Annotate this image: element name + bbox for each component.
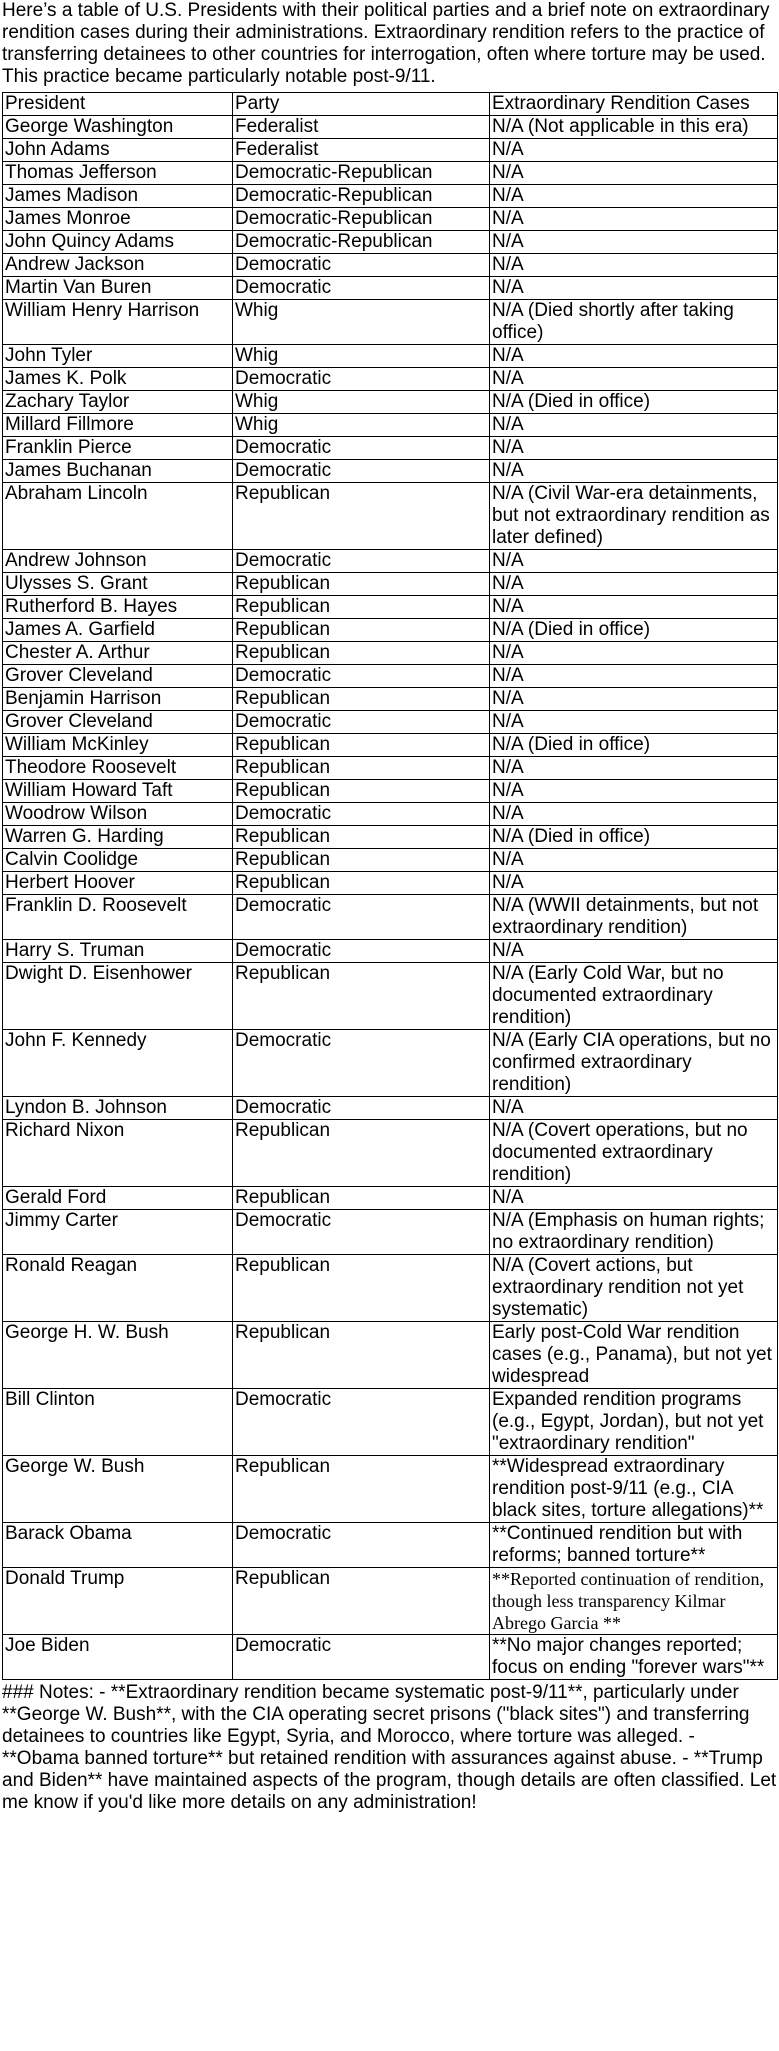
cell-president: Andrew Jackson: [3, 254, 233, 277]
cell-president: Joe Biden: [3, 1635, 233, 1680]
cell-president: Calvin Coolidge: [3, 849, 233, 872]
table-row: [3, 940, 778, 963]
cell-rendition-cases: N/A: [490, 688, 778, 711]
table-row: [3, 116, 778, 139]
cell-rendition-cases: **Reported continuation of rendition, though less transparency Kilmar Abrego Garcia **: [490, 1568, 778, 1635]
table-row: [3, 550, 778, 573]
table-row: [3, 300, 778, 345]
cell-party: Democratic: [233, 437, 490, 460]
cell-party: Democratic-Republican: [233, 185, 490, 208]
cell-rendition-cases: N/A (Died in office): [490, 391, 778, 414]
table-row: [3, 849, 778, 872]
cell-party: Republican: [233, 849, 490, 872]
cell-president: James K. Polk: [3, 368, 233, 391]
cell-president: Richard Nixon: [3, 1120, 233, 1187]
cell-rendition-cases: N/A: [490, 162, 778, 185]
cell-president: Woodrow Wilson: [3, 803, 233, 826]
cell-rendition-cases: N/A: [490, 550, 778, 573]
table-row: [3, 208, 778, 231]
cell-rendition-cases: N/A: [490, 231, 778, 254]
cell-rendition-cases: N/A: [490, 277, 778, 300]
cell-president: Ronald Reagan: [3, 1255, 233, 1322]
table-row: [3, 345, 778, 368]
table-row: [3, 780, 778, 803]
table-row: [3, 483, 778, 550]
cell-party: Whig: [233, 345, 490, 368]
table-row: [3, 1523, 778, 1568]
cell-party: Whig: [233, 300, 490, 345]
cell-president: Barack Obama: [3, 1523, 233, 1568]
cell-party: Republican: [233, 963, 490, 1030]
cell-party: Republican: [233, 573, 490, 596]
cell-president: William McKinley: [3, 734, 233, 757]
cell-president: John Quincy Adams: [3, 231, 233, 254]
cell-rendition-cases: **No major changes reported; focus on ending "forever wars"**: [490, 1635, 778, 1680]
table-row: [3, 460, 778, 483]
cell-rendition-cases: N/A: [490, 345, 778, 368]
cell-party: Democratic: [233, 940, 490, 963]
cell-rendition-cases: N/A: [490, 1097, 778, 1120]
table-row: [3, 1187, 778, 1210]
table-row: [3, 139, 778, 162]
cell-rendition-cases: N/A: [490, 711, 778, 734]
table-row: [3, 231, 778, 254]
cell-party: Republican: [233, 642, 490, 665]
cell-rendition-cases: N/A: [490, 368, 778, 391]
cell-party: Republican: [233, 688, 490, 711]
cell-party: Republican: [233, 1255, 490, 1322]
cell-rendition-cases: **Continued rendition but with reforms; banned torture**: [490, 1523, 778, 1568]
cell-party: Whig: [233, 414, 490, 437]
cell-rendition-cases: N/A: [490, 872, 778, 895]
cell-party: Democratic: [233, 711, 490, 734]
table-row: [3, 711, 778, 734]
table-row: [3, 665, 778, 688]
cell-president: George W. Bush: [3, 1456, 233, 1523]
cell-party: Democratic: [233, 550, 490, 573]
cell-party: Democratic: [233, 803, 490, 826]
table-body: [3, 116, 778, 1680]
header-rendition-cases: Extraordinary Rendition Cases: [490, 93, 778, 116]
notes-paragraph: ### Notes: - **Extraordinary rendition became systematic post-9/11**, particularly under **George W. Bush**, with the CIA operating secret prisons ("black sites") and transferring detainees to countries like Egypt, Syria, and Morocco, where torture was alleged. - **Obama banned torture** but retained rendition with assurances against abuse. - **Trump and Biden** have maintained aspects of the program, though details are often classified. Let me know if you'd like more details on any administration!: [2, 1682, 777, 1813]
cell-party: Democratic: [233, 460, 490, 483]
cell-president: Grover Cleveland: [3, 711, 233, 734]
table-row: [3, 963, 778, 1030]
cell-party: Democratic: [233, 254, 490, 277]
cell-president: Herbert Hoover: [3, 872, 233, 895]
table-row: [3, 1255, 778, 1322]
cell-president: Ulysses S. Grant: [3, 573, 233, 596]
cell-party: Republican: [233, 1568, 490, 1635]
cell-party: Republican: [233, 826, 490, 849]
cell-rendition-cases: N/A: [490, 849, 778, 872]
cell-president: Dwight D. Eisenhower: [3, 963, 233, 1030]
cell-rendition-cases: N/A (Died in office): [490, 734, 778, 757]
cell-rendition-cases: N/A: [490, 437, 778, 460]
table-row: [3, 414, 778, 437]
table-row: [3, 596, 778, 619]
cell-president: Franklin Pierce: [3, 437, 233, 460]
table-row: [3, 391, 778, 414]
cell-president: Franklin D. Roosevelt: [3, 895, 233, 940]
cell-rendition-cases: N/A: [490, 573, 778, 596]
cell-party: Republican: [233, 1187, 490, 1210]
cell-president: Gerald Ford: [3, 1187, 233, 1210]
cell-president: Rutherford B. Hayes: [3, 596, 233, 619]
cell-president: Martin Van Buren: [3, 277, 233, 300]
cell-president: James Buchanan: [3, 460, 233, 483]
cell-rendition-cases: N/A: [490, 596, 778, 619]
cell-president: Warren G. Harding: [3, 826, 233, 849]
table-row: [3, 368, 778, 391]
cell-party: Republican: [233, 1456, 490, 1523]
table-row: [3, 1210, 778, 1255]
table-row: [3, 895, 778, 940]
table-row: [3, 642, 778, 665]
intro-paragraph: Here’s a table of U.S. Presidents with their political parties and a brief note on extraordinary rendition cases during their administrations. Extraordinary rendition refers to the practice of transferring detainees to other countries for interrogation, often where torture may be used. This practice became particularly notable post-9/11.: [2, 0, 770, 87]
cell-rendition-cases: N/A: [490, 185, 778, 208]
cell-party: Democratic-Republican: [233, 162, 490, 185]
cell-president: Grover Cleveland: [3, 665, 233, 688]
cell-rendition-cases: N/A (Early CIA operations, but no confirmed extraordinary rendition): [490, 1030, 778, 1097]
cell-rendition-cases: N/A: [490, 780, 778, 803]
cell-rendition-cases: N/A: [490, 757, 778, 780]
cell-party: Democratic: [233, 665, 490, 688]
table-row: [3, 619, 778, 642]
table-row: [3, 573, 778, 596]
cell-rendition-cases: N/A (Early Cold War, but no documented extraordinary rendition): [490, 963, 778, 1030]
table-row: [3, 803, 778, 826]
cell-president: Jimmy Carter: [3, 1210, 233, 1255]
cell-party: Democratic: [233, 895, 490, 940]
table-row: [3, 1568, 778, 1635]
cell-president: John Adams: [3, 139, 233, 162]
cell-president: Millard Fillmore: [3, 414, 233, 437]
cell-president: Benjamin Harrison: [3, 688, 233, 711]
cell-president: William Howard Taft: [3, 780, 233, 803]
cell-president: James Monroe: [3, 208, 233, 231]
cell-rendition-cases: N/A: [490, 803, 778, 826]
table-row: [3, 277, 778, 300]
table-row: [3, 1030, 778, 1097]
cell-president: John F. Kennedy: [3, 1030, 233, 1097]
cell-president: George H. W. Bush: [3, 1322, 233, 1389]
cell-party: Whig: [233, 391, 490, 414]
table-header-row: [3, 93, 778, 116]
cell-rendition-cases: N/A (Died in office): [490, 826, 778, 849]
cell-rendition-cases: N/A (Covert actions, but extraordinary rendition not yet systematic): [490, 1255, 778, 1322]
cell-party: Republican: [233, 757, 490, 780]
table-row: [3, 162, 778, 185]
cell-party: Republican: [233, 780, 490, 803]
table-row: [3, 688, 778, 711]
cell-rendition-cases: N/A: [490, 665, 778, 688]
cell-party: Democratic: [233, 1635, 490, 1680]
cell-rendition-cases: Early post-Cold War rendition cases (e.g., Panama), but not yet widespread: [490, 1322, 778, 1389]
cell-rendition-cases: N/A (WWII detainments, but not extraordinary rendition): [490, 895, 778, 940]
table-row: [3, 254, 778, 277]
cell-president: Lyndon B. Johnson: [3, 1097, 233, 1120]
cell-party: Democratic: [233, 368, 490, 391]
table-row: [3, 1097, 778, 1120]
table-row: [3, 757, 778, 780]
table-row: [3, 1322, 778, 1389]
cell-president: James A. Garfield: [3, 619, 233, 642]
cell-rendition-cases: N/A (Emphasis on human rights; no extraordinary rendition): [490, 1210, 778, 1255]
cell-president: Andrew Johnson: [3, 550, 233, 573]
cell-party: Republican: [233, 872, 490, 895]
cell-party: Federalist: [233, 139, 490, 162]
header-president: President: [3, 93, 233, 116]
cell-president: James Madison: [3, 185, 233, 208]
cell-rendition-cases: Expanded rendition programs (e.g., Egypt, Jordan), but not yet "extraordinary rendition": [490, 1389, 778, 1456]
cell-president: John Tyler: [3, 345, 233, 368]
table-row: [3, 185, 778, 208]
cell-president: Abraham Lincoln: [3, 483, 233, 550]
cell-party: Democratic-Republican: [233, 231, 490, 254]
presidents-table: [2, 92, 778, 1680]
cell-rendition-cases: N/A: [490, 940, 778, 963]
table-row: [3, 437, 778, 460]
cell-president: Harry S. Truman: [3, 940, 233, 963]
cell-rendition-cases: N/A (Died in office): [490, 619, 778, 642]
cell-rendition-cases: N/A (Died shortly after taking office): [490, 300, 778, 345]
cell-president: Donald Trump: [3, 1568, 233, 1635]
cell-party: Republican: [233, 1120, 490, 1187]
cell-rendition-cases: **Widespread extraordinary rendition post-9/11 (e.g., CIA black sites, torture allegations)**: [490, 1456, 778, 1523]
cell-president: George Washington: [3, 116, 233, 139]
header-party: Party: [233, 93, 490, 116]
cell-president: Theodore Roosevelt: [3, 757, 233, 780]
cell-rendition-cases: N/A (Not applicable in this era): [490, 116, 778, 139]
table-row: [3, 1456, 778, 1523]
cell-rendition-cases: N/A: [490, 139, 778, 162]
cell-party: Democratic: [233, 1389, 490, 1456]
cell-party: Republican: [233, 596, 490, 619]
cell-rendition-cases: N/A: [490, 414, 778, 437]
table-row: [3, 826, 778, 849]
cell-party: Democratic: [233, 1210, 490, 1255]
cell-party: Republican: [233, 1322, 490, 1389]
cell-party: Democratic: [233, 1030, 490, 1097]
cell-president: Zachary Taylor: [3, 391, 233, 414]
cell-president: William Henry Harrison: [3, 300, 233, 345]
cell-rendition-cases: N/A: [490, 1187, 778, 1210]
cell-president: Bill Clinton: [3, 1389, 233, 1456]
table-row: [3, 1389, 778, 1456]
cell-rendition-cases: N/A: [490, 460, 778, 483]
cell-president: Thomas Jefferson: [3, 162, 233, 185]
cell-president: Chester A. Arthur: [3, 642, 233, 665]
table-row: [3, 734, 778, 757]
table-row: [3, 1120, 778, 1187]
cell-party: Democratic-Republican: [233, 208, 490, 231]
cell-party: Federalist: [233, 116, 490, 139]
cell-party: Democratic: [233, 277, 490, 300]
table-row: [3, 1635, 778, 1680]
cell-party: Republican: [233, 619, 490, 642]
cell-party: Republican: [233, 734, 490, 757]
cell-party: Democratic: [233, 1523, 490, 1568]
cell-rendition-cases: N/A: [490, 208, 778, 231]
cell-rendition-cases: N/A (Covert operations, but no documented extraordinary rendition): [490, 1120, 778, 1187]
cell-rendition-cases: N/A (Civil War-era detainments, but not extraordinary rendition as later defined): [490, 483, 778, 550]
cell-party: Republican: [233, 483, 490, 550]
cell-rendition-cases: N/A: [490, 254, 778, 277]
table-row: [3, 872, 778, 895]
cell-rendition-cases: N/A: [490, 642, 778, 665]
cell-party: Democratic: [233, 1097, 490, 1120]
